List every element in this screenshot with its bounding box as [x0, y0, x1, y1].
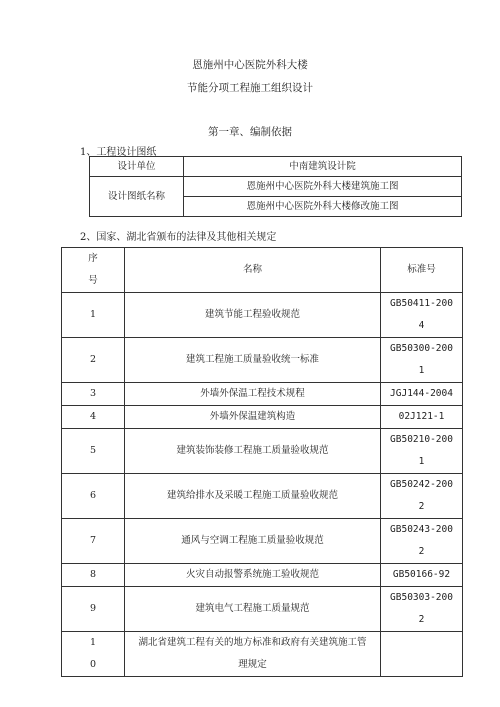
header-standard: 标准号	[381, 248, 463, 293]
standard-code: GB50300-200 1	[381, 338, 463, 383]
regulation-name: 建筑装饰装修工程施工质量验收规范	[125, 429, 381, 474]
regulation-name: 建筑电气工程施工质量规范	[125, 587, 381, 632]
table-header-row	[62, 248, 463, 293]
design-unit-label: 设计单位	[90, 157, 184, 177]
header-index: 序 号	[62, 248, 125, 293]
regulation-name: 湖北省建筑工程有关的地方标准和政府有关建筑施工管 理规定	[125, 632, 381, 677]
standard-code: GB50243-200 2	[381, 519, 463, 564]
standard-code: JGJ144-2004	[381, 383, 463, 406]
regulation-name: 建筑工程施工质量验收统一标准	[125, 338, 381, 383]
row-index: 1	[62, 293, 125, 338]
regulation-name: 通风与空调工程施工质量验收规范	[125, 519, 381, 564]
regulations-table	[61, 247, 463, 677]
document-subtitle: 节能分项工程施工组织设计	[187, 82, 313, 94]
table-row	[62, 383, 463, 406]
table-row	[62, 474, 463, 519]
row-index: 9	[62, 587, 125, 632]
design-unit-value: 中南建筑设计院	[184, 157, 462, 177]
row-index: 5	[62, 429, 125, 474]
regulation-name: 建筑给排水及采暖工程施工质量验收规范	[125, 474, 381, 519]
table-row	[62, 429, 463, 474]
drawing-name: 恩施州中心医院外科大楼修改施工图	[184, 197, 462, 217]
row-index: 4	[62, 406, 125, 429]
standard-code: 02J121-1	[381, 406, 463, 429]
standard-code: GB50210-200 1	[381, 429, 463, 474]
row-index: 1 0	[62, 632, 125, 677]
table-row	[62, 564, 463, 587]
chapter-heading: 第一章、编制依据	[208, 126, 292, 138]
regulation-name: 外墙外保温建筑构造	[125, 406, 381, 429]
section-heading-design-drawings: 1、工程设计图纸	[80, 147, 157, 158]
regulation-name: 外墙外保温工程技术规程	[125, 383, 381, 406]
design-drawings-table	[89, 156, 462, 217]
standard-code: GB50166-92	[381, 564, 463, 587]
regulation-name: 火灾自动报警系统施工验收规范	[125, 564, 381, 587]
table-row	[62, 406, 463, 429]
table-row	[62, 293, 463, 338]
standard-code: GB50242-200 2	[381, 474, 463, 519]
header-name: 名称	[125, 248, 381, 293]
table-row	[90, 157, 462, 177]
table-row	[62, 338, 463, 383]
table-row	[62, 632, 463, 677]
standard-code	[381, 632, 463, 677]
table-row	[62, 519, 463, 564]
row-index: 7	[62, 519, 125, 564]
standard-code: GB50303-200 2	[381, 587, 463, 632]
table-row	[90, 177, 462, 197]
row-index: 6	[62, 474, 125, 519]
drawings-label: 设计图纸名称	[90, 177, 184, 217]
row-index: 3	[62, 383, 125, 406]
section-heading-regulations: 2、国家、湖北省颁布的法律及其他相关规定	[80, 232, 277, 243]
row-index: 2	[62, 338, 125, 383]
table-row	[62, 587, 463, 632]
document-title: 恩施州中心医院外科大楼	[192, 59, 308, 71]
row-index: 8	[62, 564, 125, 587]
regulation-name: 建筑节能工程验收规范	[125, 293, 381, 338]
standard-code: GB50411-200 4	[381, 293, 463, 338]
drawing-name: 恩施州中心医院外科大楼建筑施工图	[184, 177, 462, 197]
